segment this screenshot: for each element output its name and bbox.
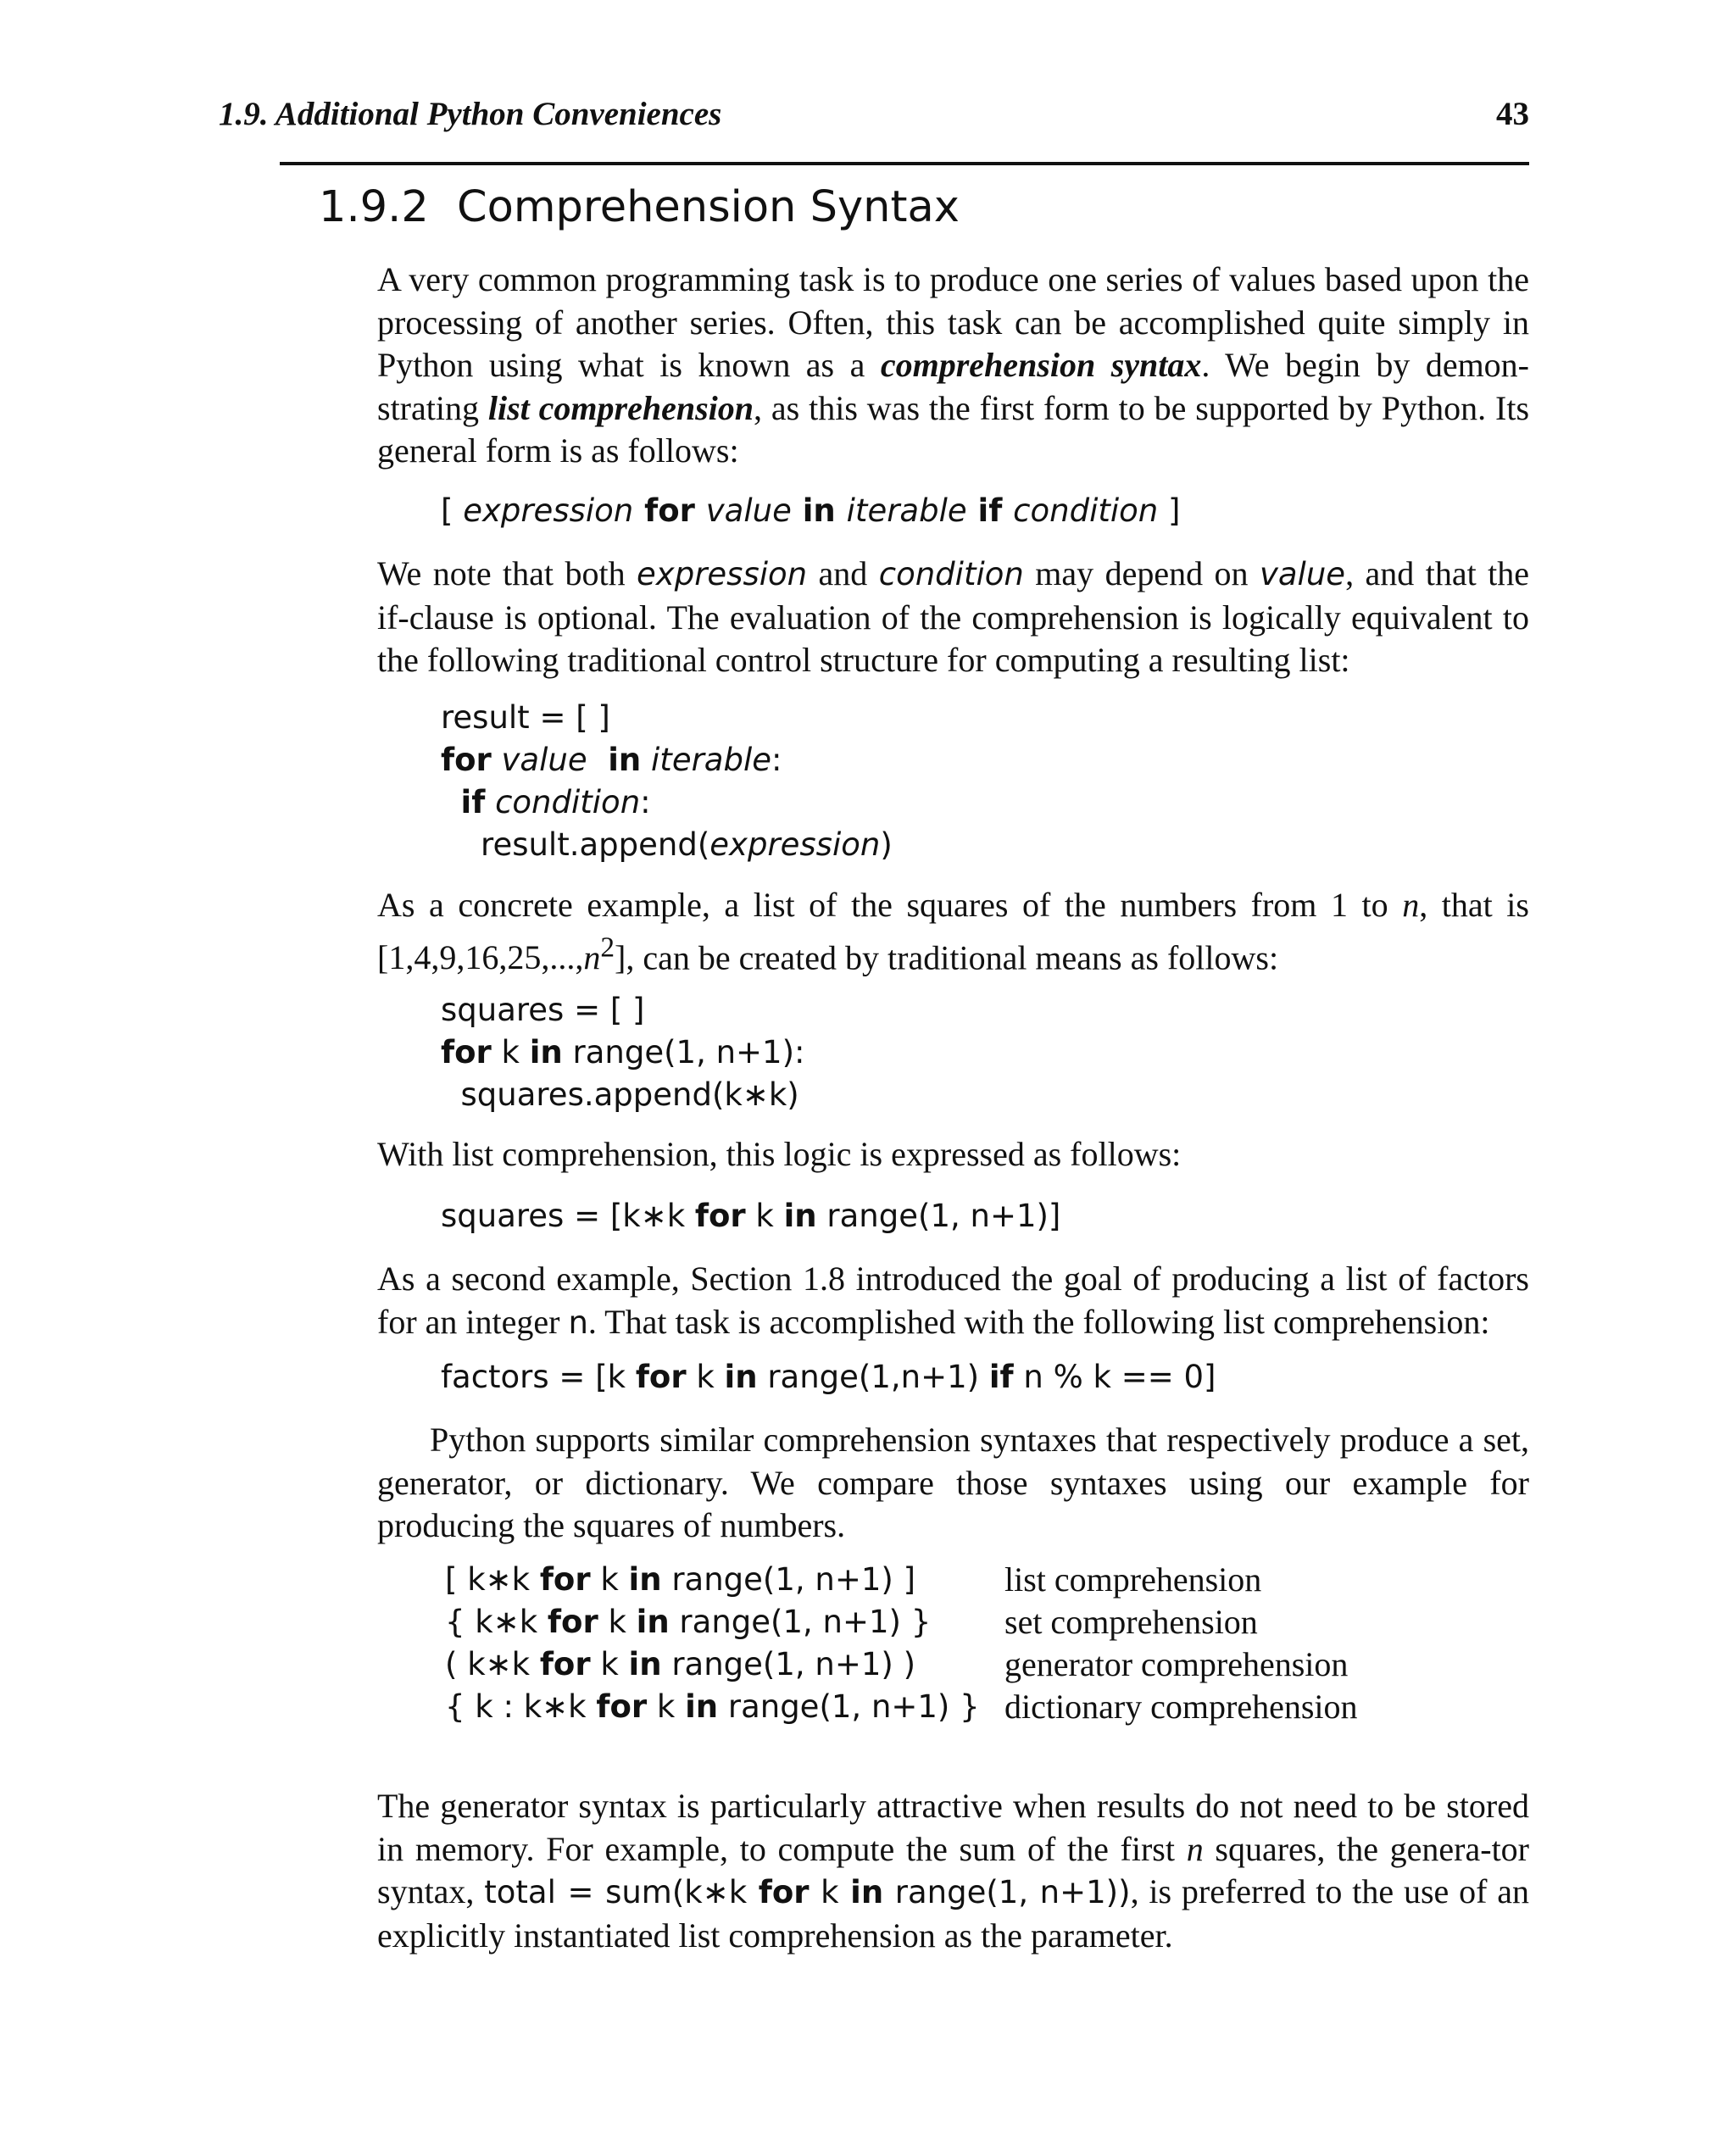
code-text: ( k∗k [445,1646,540,1682]
code-iterable: iterable [641,742,771,778]
header-rule [280,162,1529,165]
code-text: squares = [ ] [441,992,645,1028]
comprehension-code [445,1559,915,1601]
paragraph-text: . We begin by demon-strating [377,346,1530,427]
paragraph-text: squares, the genera-tor syntax, [377,1829,1529,1910]
paragraph-intro [377,259,1529,473]
code-expression: expression [709,826,881,863]
code-keyword-for: for [539,1561,591,1598]
code-keyword-in: in [850,1874,884,1910]
comprehension-label: list comprehension [1004,1560,1262,1599]
paragraph-text: , that is [1419,886,1529,924]
paragraph-text: may depend on [1023,554,1260,592]
code-keyword-in: in [685,1688,719,1725]
inline-code-expression: expression [637,556,808,592]
math-variable-n: n [583,937,601,976]
code-general-form [441,490,1180,532]
paragraph-factors-example [377,1258,1529,1344]
code-text: { k∗k [445,1604,548,1640]
paragraph-text: , can be created by traditional means as follows: [626,937,1279,976]
paragraph-text: and [807,554,879,592]
math-variable-n: n [1186,1829,1204,1868]
table-row [445,1601,1394,1643]
code-keyword-in: in [791,492,847,529]
code-keyword-in: in [724,1359,758,1395]
code-bracket: [ [441,492,464,529]
page-number: 43 [1496,96,1529,132]
inline-code-generator-sum [484,1874,1130,1910]
comprehension-code [445,1686,980,1728]
comprehension-code [445,1643,915,1686]
code-keyword-in: in [628,1646,662,1682]
code-text: n % k == 0] [1013,1359,1216,1395]
paragraph-text: , is preferred to the use of an explicitly instantiated list comprehension as the parameter. [377,1872,1530,1955]
math-squares-list [377,931,626,976]
code-keyword-if: if [966,492,1014,529]
paragraph-text: As a concrete example, a list of the squares of the numbers from 1 to [377,886,1403,924]
inline-code-n: n [568,1304,588,1341]
code-condition: condition [1013,492,1159,529]
term-comprehension-syntax: comprehension syntax [880,346,1202,384]
paragraph-text: With list comprehension, this logic is expressed as follows: [377,1135,1182,1173]
code-text: k [745,1198,784,1234]
code-text: k [647,1688,686,1725]
code-line [441,697,893,739]
code-text: k [590,1561,629,1598]
code-text: ) [880,826,893,863]
code-keyword-in: in [783,1198,817,1234]
code-text: [ k∗k [445,1561,540,1598]
section-title: Comprehension Syntax [457,182,960,232]
code-indent [441,826,481,863]
paragraph-text: We note that both [377,554,637,592]
paragraph-text: A very common programming task is to produce one series of values based upon the processing of another series. Often, this task can be accomplished quite simply in Python using what is known as a [377,260,1529,384]
code-text: k [491,1034,530,1070]
code-keyword-for: for [694,1198,746,1234]
code-condition: condition [485,784,641,820]
running-title: 1.9. Additional Python Conveniences [219,96,722,132]
comprehension-label: generator comprehension [1004,1645,1349,1683]
paragraph-text: , as this was the first form to be supported by Python. Its general form is as follows: [377,388,1530,470]
code-line [441,989,805,1032]
code-text: k [598,1604,637,1640]
code-text: range(1,n+1) [757,1359,989,1395]
code-text: range(1, n+1) ] [661,1561,916,1598]
code-text: range(1, n+1)) [883,1874,1131,1910]
comprehension-code [445,1601,931,1643]
code-text: range(1, n+1) } [669,1604,932,1640]
table-row [445,1559,1394,1601]
paragraph-other-comprehensions [377,1419,1529,1548]
code-text: : [640,784,651,820]
table-row [445,1643,1394,1686]
table-row [445,1686,1394,1728]
code-squares-comprehension [441,1195,1060,1237]
code-text: total = sum(k∗k [484,1874,759,1910]
code-keyword-for: for [539,1646,591,1682]
code-traditional-loop [441,697,893,866]
math-exponent: 2 [600,931,615,964]
code-keyword-in: in [597,742,642,778]
code-text: result.append( [481,826,710,863]
code-keyword-if: if [460,784,486,820]
math-text: ] [615,937,626,976]
code-line [441,739,893,781]
code-value: value [491,742,598,778]
code-keyword-for: for [758,1874,810,1910]
paragraph-equivalence [377,553,1529,682]
code-iterable: iterable [846,492,967,529]
code-text: : [771,742,782,778]
code-text: squares.append(k∗k) [441,1076,799,1113]
code-keyword-in: in [636,1604,670,1640]
inline-code-condition: condition [878,556,1024,592]
code-text: result = [ ] [441,699,610,736]
code-keyword-for: for [441,1034,492,1070]
comprehension-comparison-table [445,1559,1394,1737]
section-number: 1.9.2 [319,182,429,232]
code-text: squares = [k∗k [441,1198,695,1234]
code-line [441,781,893,824]
paragraph-text: The generator syntax is particularly attractive when results do not need to be stored in memory. For example, to compute the sum of the first [377,1787,1529,1868]
code-text: k [686,1359,725,1395]
code-text: range(1, n+1): [562,1034,805,1070]
code-line [441,1074,805,1116]
code-keyword-for: for [596,1688,648,1725]
code-keyword-for: for [635,1359,687,1395]
paragraph-generator-syntax [377,1785,1529,1957]
code-line [441,824,893,866]
code-text: range(1, n+1)] [816,1198,1061,1234]
code-keyword-in: in [529,1034,563,1070]
code-value: value [705,492,792,529]
code-expression: expression [463,492,634,529]
code-text: { k : k∗k [445,1688,597,1725]
code-text: factors = [k [441,1359,636,1395]
inline-code-value: value [1259,556,1346,592]
code-text: range(1, n+1) } [718,1688,980,1725]
code-text: range(1, n+1) ) [661,1646,916,1682]
comprehension-label: set comprehension [1004,1603,1258,1641]
code-text: k [590,1646,629,1682]
code-keyword-for: for [441,742,492,778]
code-bracket: ] [1158,492,1181,529]
code-indent [441,784,461,820]
math-variable-n: n [1402,886,1420,924]
code-keyword-in: in [628,1561,662,1598]
code-text: k [809,1874,851,1910]
code-line [441,1032,805,1074]
code-keyword-for: for [633,492,706,529]
paragraph-list-comprehension [377,1133,1529,1176]
paragraph-text: , and that the if-clause is optional. The evaluation of the comprehension is logically equivalent to the following traditional control structure for computing a resulting list: [377,554,1529,679]
paragraph-text: . That task is accomplished with the following list comprehension: [587,1302,1490,1341]
code-keyword-for: for [547,1604,598,1640]
comprehension-label: dictionary comprehension [1004,1688,1358,1726]
code-keyword-if: if [988,1359,1014,1395]
running-head [219,95,1529,142]
code-squares-traditional [441,989,805,1116]
section-heading [319,178,960,237]
code-factors [441,1356,1216,1399]
term-list-comprehension: list comprehension [487,388,754,427]
paragraph-text: As a second example, Section 1.8 introduced the goal of producing a list of factors for an integer [377,1260,1529,1341]
paragraph-text: Python supports similar comprehension syntaxes that respectively produce a set, generator, or dictionary. We compare those syntaxes using our example for producing the squares of numbers. [377,1421,1529,1544]
math-text: [1,4,9,16,25,..., [377,937,584,976]
paragraph-squares-example [377,884,1529,979]
